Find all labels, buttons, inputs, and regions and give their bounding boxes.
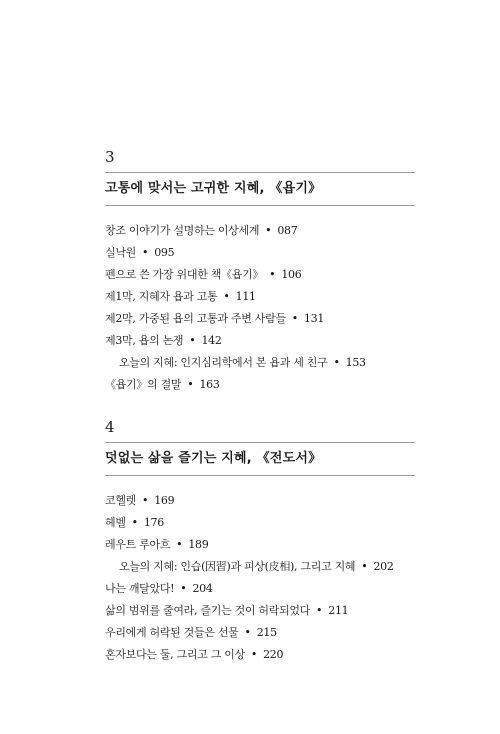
toc-entry[interactable] [105, 534, 415, 556]
toc-entry[interactable] [105, 264, 415, 286]
toc-entry-page: 202 [373, 560, 394, 573]
toc-entry-title: 제2막, 가중된 욥의 고통과 주변 사람들 [105, 312, 286, 325]
bullet-separator: • [250, 648, 258, 661]
toc-entry[interactable] [105, 490, 415, 512]
toc-entry-page: 163 [199, 378, 220, 391]
toc-entry[interactable] [105, 622, 415, 644]
toc-entry-sub[interactable] [105, 352, 415, 374]
toc-entry-page: 215 [256, 626, 277, 639]
bullet-separator: • [131, 516, 138, 529]
toc-entry-page: 142 [201, 334, 222, 347]
toc-entry[interactable] [105, 242, 415, 264]
toc-entry[interactable] [105, 330, 415, 352]
toc-entry[interactable] [105, 308, 415, 330]
bullet-separator: • [180, 582, 187, 595]
toc-entry[interactable] [105, 374, 415, 396]
bullet-separator: • [316, 604, 323, 617]
chapter-section-3 [105, 148, 415, 396]
toc-entry-title: 우리에게 허락된 것들은 선물 [105, 626, 239, 639]
toc-entry-title: 창조 이야기가 설명하는 이상세계 [105, 224, 260, 237]
bullet-separator: • [141, 246, 149, 259]
toc-entry-title: 오늘의 지혜: 인습(因習)과 피상(皮相), 그리고 지혜 [119, 560, 356, 573]
toc-entry-list [105, 220, 415, 396]
toc-entry-page: 131 [303, 312, 325, 325]
toc-entry-title: 제1막, 지혜자 욥과 고통 [105, 290, 218, 303]
bullet-separator: • [361, 560, 368, 573]
toc-entry-sub[interactable] [105, 556, 415, 578]
toc-entry[interactable] [105, 578, 415, 600]
toc-entry-title: 펜으로 쓴 가장 위대한 책《욥기》 [105, 268, 264, 281]
bullet-separator: • [333, 356, 340, 369]
chapter-section-4 [105, 418, 415, 666]
toc-entry-title: 실낙원 [105, 246, 136, 259]
bullet-separator: • [176, 538, 183, 551]
toc-entry-page: 176 [143, 516, 164, 529]
toc-entry[interactable] [105, 644, 415, 666]
toc-entry-page: 220 [263, 648, 284, 661]
toc-entry[interactable] [105, 220, 415, 242]
toc-entry-title: 삶의 범위를 줄여라, 즐기는 것이 허락되었다 [105, 604, 311, 617]
bullet-separator: • [141, 494, 149, 507]
chapter-rule-bottom [105, 475, 415, 476]
bullet-separator: • [265, 224, 272, 237]
toc-entry-page: 189 [188, 538, 209, 551]
chapter-title: 덧없는 삶을 즐기는 지혜, 《전도서》 [105, 451, 322, 466]
toc-entry-title: 오늘의 지혜: 인지심리학에서 본 욥과 세 친구 [119, 356, 328, 369]
chapter-title: 고통에 맞서는 고귀한 지혜, 《욥기》 [105, 181, 322, 196]
bullet-separator: • [189, 334, 196, 347]
toc-entry-title: 제3막, 욥의 논쟁 [105, 334, 184, 347]
toc-entry-page: 087 [277, 224, 298, 237]
toc-entry-title: 코헬렛 [105, 494, 136, 507]
toc-entry-title: 《욥기》의 결말 [105, 378, 182, 391]
bullet-separator: • [269, 268, 276, 281]
toc-entry-title: 혼자보다는 둘, 그리고 그 이상 [105, 648, 245, 661]
toc-entry-page: 106 [281, 268, 302, 281]
toc-entry[interactable] [105, 286, 415, 308]
toc-entry-page: 169 [154, 494, 175, 507]
toc-entry-page: 111 [235, 290, 256, 303]
toc-entry-list [105, 490, 415, 666]
toc-entry[interactable] [105, 512, 415, 534]
bullet-separator: • [187, 378, 194, 391]
bullet-separator: • [223, 290, 230, 303]
chapter-number: 3 [105, 148, 115, 166]
toc-entry[interactable] [105, 600, 415, 622]
toc-entry-page: 204 [192, 582, 213, 595]
toc-entry-page: 095 [154, 246, 175, 259]
toc-entry-page: 211 [328, 604, 349, 617]
toc-entry-title: 나는 깨달았다! [105, 582, 175, 595]
bullet-separator: • [244, 626, 251, 639]
chapter-number: 4 [105, 418, 115, 436]
toc-entry-title: 레우트 루아흐 [105, 538, 171, 551]
bullet-separator: • [291, 312, 298, 325]
toc-entry-page: 153 [345, 356, 366, 369]
toc-entry-title: 헤벨 [105, 516, 126, 529]
chapter-rule-bottom [105, 205, 415, 206]
